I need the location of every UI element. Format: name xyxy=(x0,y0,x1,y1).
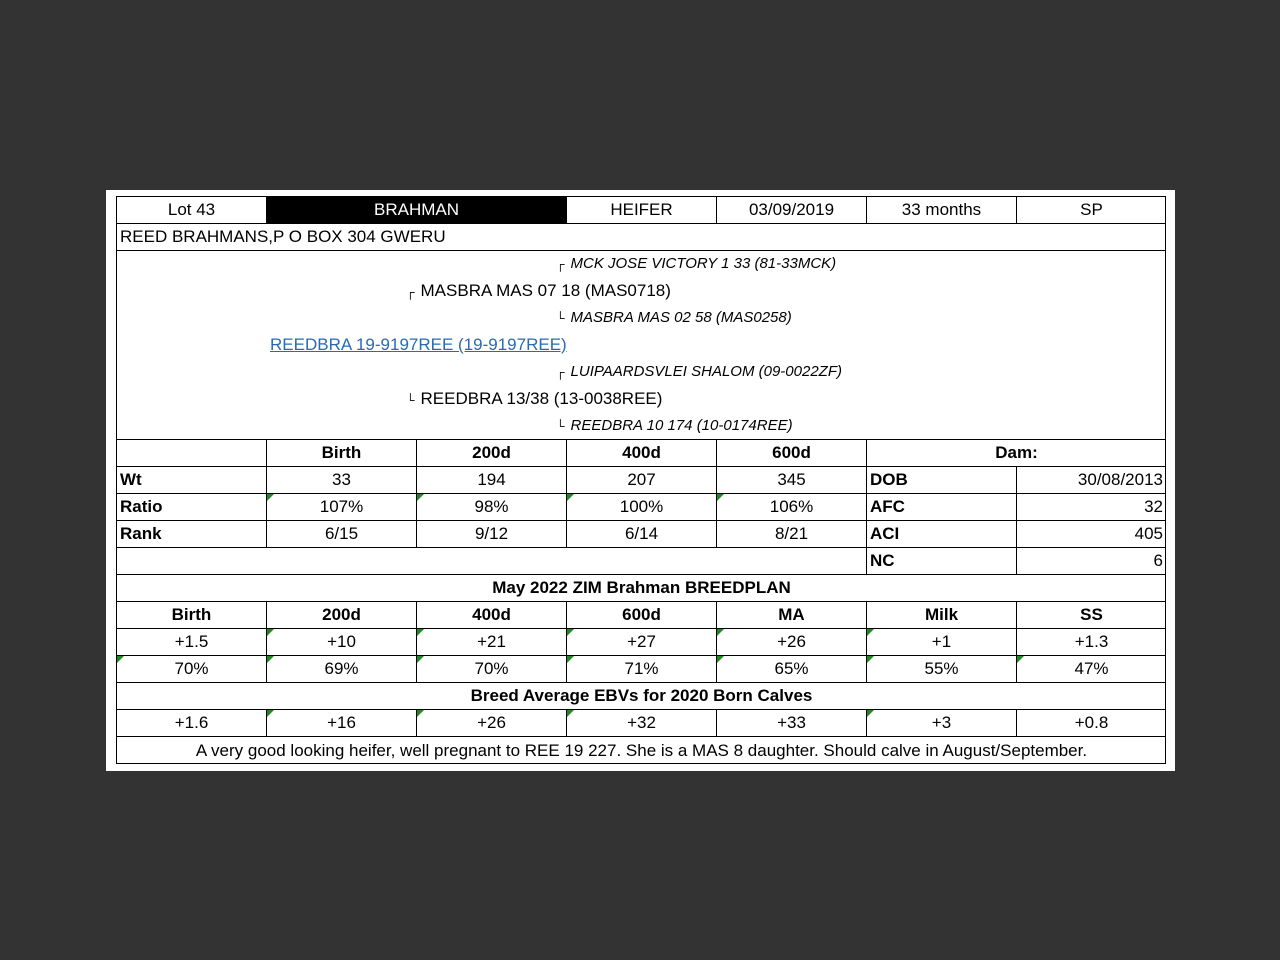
avg-200d: +16 xyxy=(266,709,416,736)
ebv-milk: +1 xyxy=(866,628,1016,655)
row-label-wt: Wt xyxy=(116,466,266,493)
pedigree-sire: ┌ MASBRA MAS 07 18 (MAS0718) xyxy=(406,281,671,300)
dam-label-aci: ACI xyxy=(866,520,1016,547)
dam-label-dob: DOB xyxy=(866,466,1016,493)
row-label-ratio: Ratio xyxy=(116,493,266,520)
acc-ss: 47% xyxy=(1016,655,1166,682)
bracket-up-icon: ┌ xyxy=(406,285,415,299)
ebv-header-200d: 200d xyxy=(266,601,416,628)
dam-value-aci: 405 xyxy=(1016,520,1166,547)
sex: HEIFER xyxy=(566,196,716,223)
ratio-200d: 98% xyxy=(416,493,566,520)
perf-header-400d: 400d xyxy=(566,439,716,466)
comment: A very good looking heifer, well pregnant to REE 19 227. She is a MAS 8 daughter. Should calve in August/September. xyxy=(116,736,1166,764)
ratio-600d: 106% xyxy=(716,493,866,520)
ebv-header-ma: MA xyxy=(716,601,866,628)
avg-400d: +26 xyxy=(416,709,566,736)
avg-ma: +33 xyxy=(716,709,866,736)
avg-birth: +1.6 xyxy=(116,709,266,736)
perf-header-birth: Birth xyxy=(266,439,416,466)
bracket-up-icon: ┌ xyxy=(556,365,565,379)
ebv-header-birth: Birth xyxy=(116,601,266,628)
bracket-down-icon: └ xyxy=(406,393,415,407)
wt-200d: 194 xyxy=(416,466,566,493)
perf-header-600d: 600d xyxy=(716,439,866,466)
ebv-header-ss: SS xyxy=(1016,601,1166,628)
wt-400d: 207 xyxy=(566,466,716,493)
dam-value-dob: 30/08/2013 xyxy=(1016,466,1166,493)
ebv-ma: +26 xyxy=(716,628,866,655)
pedigree-sire-dam: └ MASBRA MAS 02 58 (MAS0258) xyxy=(556,309,792,326)
ebv-header-600d: 600d xyxy=(566,601,716,628)
acc-200d: 69% xyxy=(266,655,416,682)
dam-value-nc: 6 xyxy=(1016,547,1166,574)
lot-card xyxy=(106,190,1175,771)
rank-200d: 9/12 xyxy=(416,520,566,547)
breed-name: BRAHMAN xyxy=(266,196,566,223)
perf-header-200d: 200d xyxy=(416,439,566,466)
code: SP xyxy=(1016,196,1166,223)
owner-address: REED BRAHMANS,P O BOX 304 GWERU xyxy=(116,223,1166,250)
lot-table xyxy=(116,196,1166,764)
acc-400d: 70% xyxy=(416,655,566,682)
ebv-header-400d: 400d xyxy=(416,601,566,628)
age: 33 months xyxy=(866,196,1016,223)
dam-label-nc: NC xyxy=(866,547,1016,574)
ratio-birth: 107% xyxy=(266,493,416,520)
ratio-400d: 100% xyxy=(566,493,716,520)
pedigree-sire-sire: ┌ MCK JOSE VICTORY 1 33 (81-33MCK) xyxy=(556,255,837,272)
ebv-header-milk: Milk xyxy=(866,601,1016,628)
pedigree-dam-sire: ┌ LUIPAARDSVLEI SHALOM (09-0022ZF) xyxy=(556,363,842,380)
acc-600d: 71% xyxy=(566,655,716,682)
ebv-200d: +10 xyxy=(266,628,416,655)
avg-600d: +32 xyxy=(566,709,716,736)
bracket-down-icon: └ xyxy=(556,311,565,325)
rank-birth: 6/15 xyxy=(266,520,416,547)
breedplan-title: May 2022 ZIM Brahman BREEDPLAN xyxy=(116,574,1166,601)
acc-ma: 65% xyxy=(716,655,866,682)
ebv-ss: +1.3 xyxy=(1016,628,1166,655)
bracket-down-icon: └ xyxy=(556,419,565,433)
pedigree-dam-dam: └ REEDBRA 10 174 (10-0174REE) xyxy=(556,417,793,434)
wt-600d: 345 xyxy=(716,466,866,493)
performance-corner xyxy=(116,439,266,466)
wt-birth: 33 xyxy=(266,466,416,493)
rank-600d: 8/21 xyxy=(716,520,866,547)
avg-milk: +3 xyxy=(866,709,1016,736)
date-of-birth: 03/09/2019 xyxy=(716,196,866,223)
breed-average-title: Breed Average EBVs for 2020 Born Calves xyxy=(116,682,1166,709)
bracket-up-icon: ┌ xyxy=(556,257,565,271)
dam-value-afc: 32 xyxy=(1016,493,1166,520)
acc-birth: 70% xyxy=(116,655,266,682)
dam-label-afc: AFC xyxy=(866,493,1016,520)
ebv-birth: +1.5 xyxy=(116,628,266,655)
lot-number: Lot 43 xyxy=(116,196,266,223)
acc-milk: 55% xyxy=(866,655,1016,682)
pedigree-dam: └ REEDBRA 13/38 (13-0038REE) xyxy=(406,389,663,408)
pedigree-animal-link[interactable]: REEDBRA 19-9197REE (19-9197REE) xyxy=(270,335,567,354)
ebv-400d: +21 xyxy=(416,628,566,655)
rank-400d: 6/14 xyxy=(566,520,716,547)
empty-spacer xyxy=(116,547,866,574)
ebv-600d: +27 xyxy=(566,628,716,655)
row-label-rank: Rank xyxy=(116,520,266,547)
avg-ss: +0.8 xyxy=(1016,709,1166,736)
dam-title: Dam: xyxy=(866,439,1166,466)
